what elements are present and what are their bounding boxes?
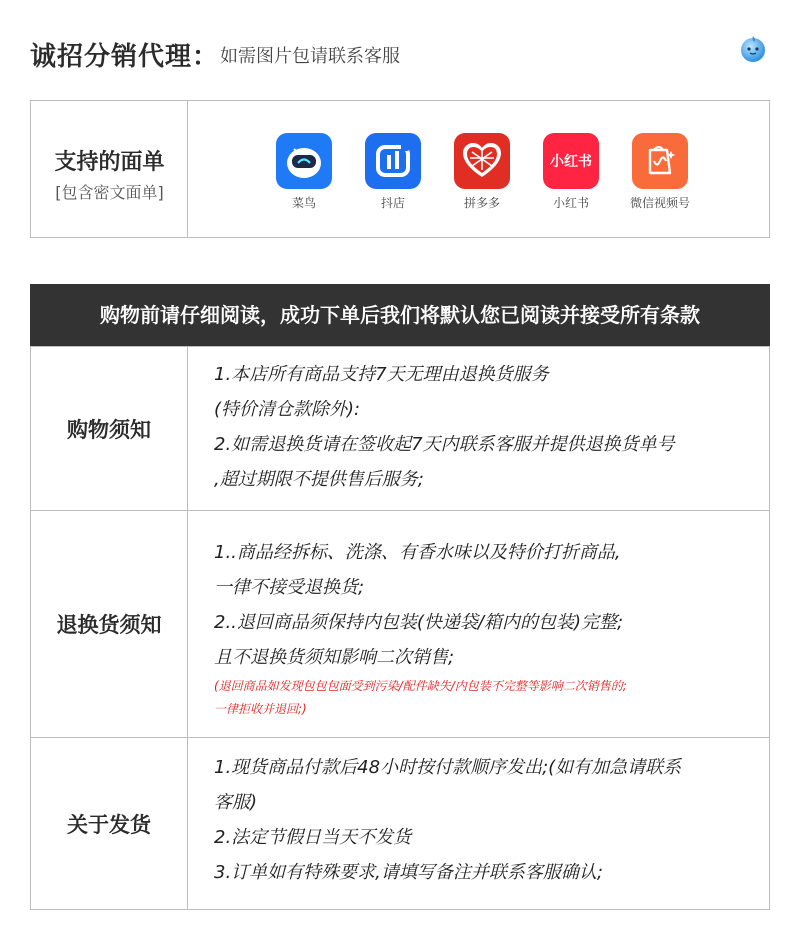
page-header — [30, 34, 770, 74]
platform-name: 微信视频号 — [629, 196, 690, 210]
platform-name: 菜鸟 — [291, 196, 316, 210]
section-content — [214, 357, 764, 497]
section-line: 1.本店所有商品支持7天无理由退换货服务 — [214, 364, 549, 385]
section-line: 且不退换货须知影响二次销售; — [214, 647, 455, 668]
platform-name: 拼多多 — [463, 196, 500, 210]
doudian-icon — [365, 133, 421, 189]
platform-item-xiaohongshu[interactable] — [536, 133, 606, 211]
section-line: 2.如需退换货请在签收起7天内联系客服并提供退换货单号 — [214, 434, 675, 455]
section-line: 客服) — [214, 792, 258, 813]
platforms-sublabel: [包含密文面单] — [55, 183, 164, 202]
section-label: 退换货须知 — [31, 511, 188, 737]
section-warning-note: (退回商品如发现包包包面受到污染/配件缺失/内包装不完整等影响二次销售的; — [214, 679, 627, 693]
section-line: ,超过期限不提供售后服务; — [214, 469, 424, 490]
page-title: 诚招分销代理： — [30, 42, 220, 72]
section-content — [214, 750, 764, 890]
wechat-channels-icon — [632, 133, 688, 189]
platform-name: 小红书 — [552, 196, 589, 210]
platforms-label-cell — [31, 101, 188, 237]
platform-list — [188, 101, 770, 237]
section-content — [214, 535, 764, 721]
section-line: 2.法定节假日当天不发货 — [214, 827, 412, 848]
section-line: (特价清仓款除外): — [214, 399, 361, 420]
platform-item-cainiao[interactable] — [269, 133, 339, 211]
platform-item-pinduoduo[interactable] — [447, 133, 517, 211]
notice-section-shopping — [31, 346, 769, 510]
section-line: 1.现货商品付款后48小时按付款顺序发出;(如有加急请联系 — [214, 757, 682, 778]
chat-bubble-icon[interactable] — [738, 34, 768, 64]
notice-header: 购物前请仔细阅读，成功下单后我们将默认您已阅读并接受所有条款 — [30, 284, 770, 346]
section-line: 2..退回商品须保持内包装(快递袋/箱内的包装)完整; — [214, 612, 624, 633]
page-subtitle: 如需图片包请联系客服 — [220, 46, 400, 67]
notice-section-returns — [31, 510, 769, 737]
pinduoduo-icon — [454, 133, 510, 189]
section-warning-note: 一律拒收并退回;) — [214, 702, 307, 716]
section-line: 一律不接受退换货; — [214, 577, 365, 598]
section-line: 1..商品经拆标、洗涤、有香水味以及特价打折商品, — [214, 542, 621, 563]
section-line: 3.订单如有特殊要求,请填写备注并联系客服确认; — [214, 862, 603, 883]
notice-section-shipping — [31, 737, 769, 909]
cainiao-icon — [276, 133, 332, 189]
platform-name: 抖店 — [380, 196, 405, 210]
platforms-label: 支持的面单 — [54, 150, 165, 175]
section-label: 购物须知 — [31, 347, 188, 510]
xiaohongshu-logo-text: 小红书 — [550, 154, 592, 170]
xiaohongshu-icon — [543, 133, 599, 189]
supported-platforms-panel — [30, 100, 770, 238]
platform-item-doudian[interactable] — [358, 133, 428, 211]
purchase-notice-table — [30, 284, 770, 910]
platform-item-wechat-channels[interactable] — [625, 133, 695, 211]
section-label: 关于发货 — [31, 738, 188, 909]
